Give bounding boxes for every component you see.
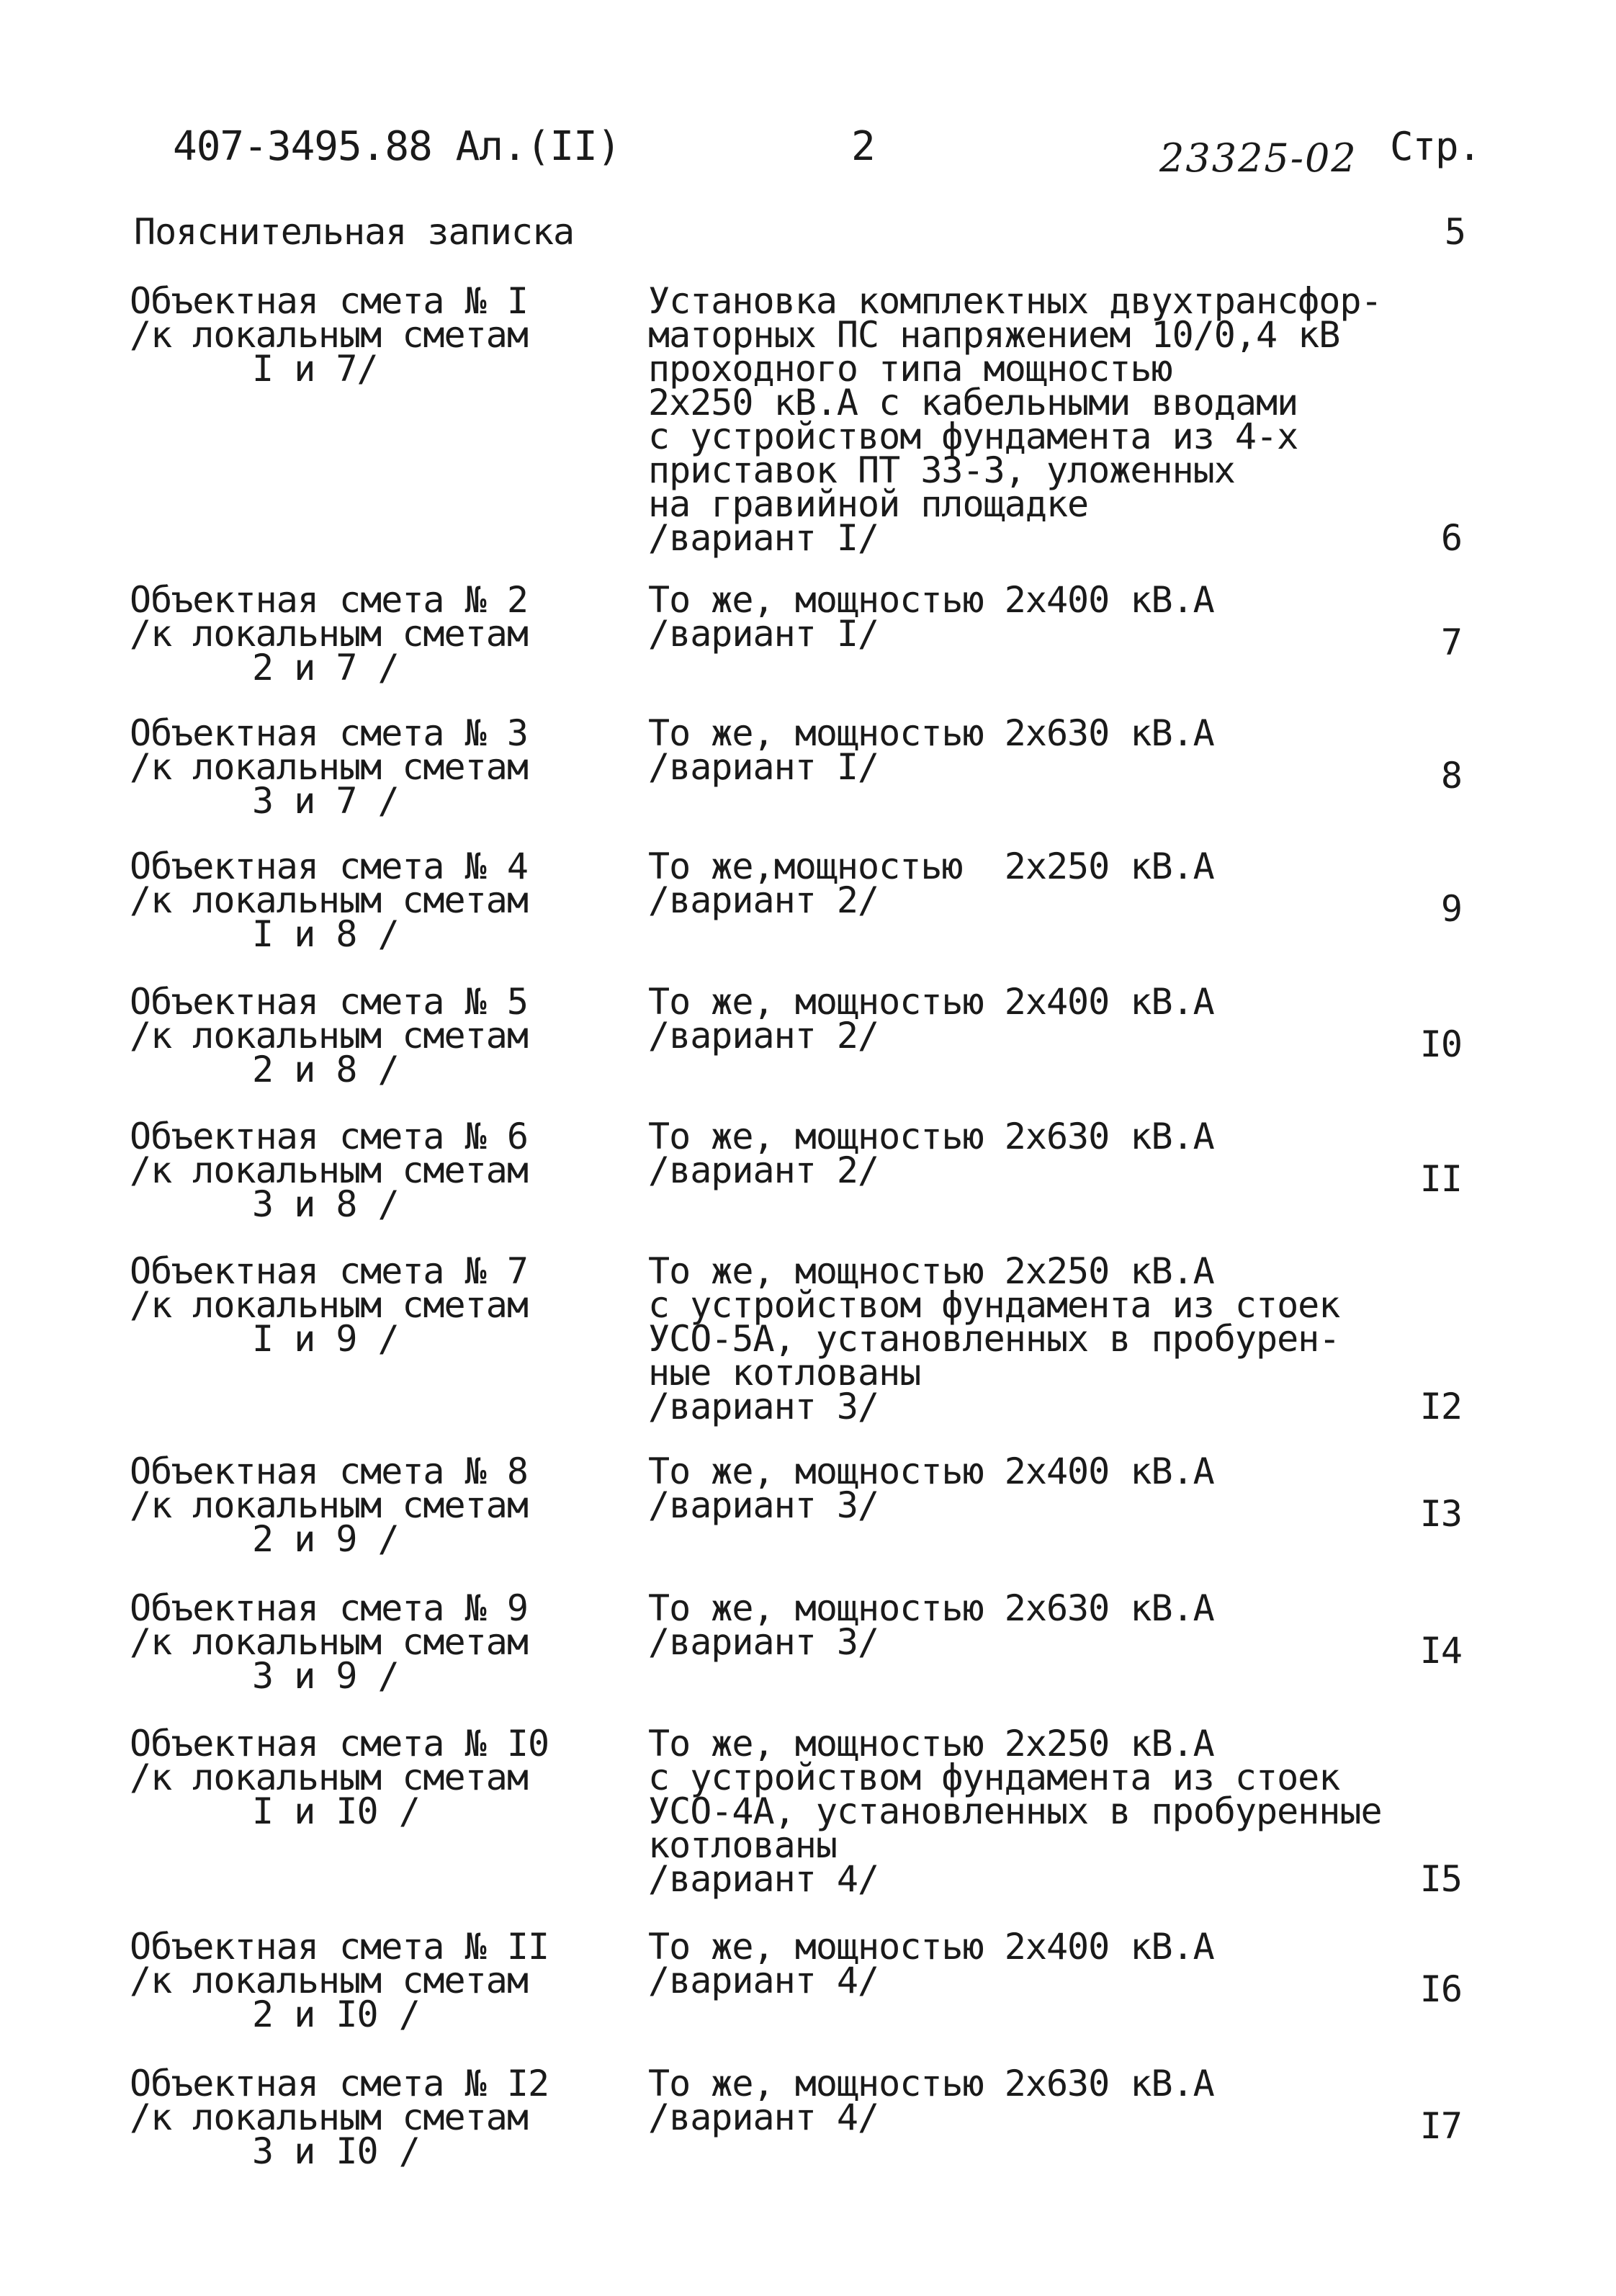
estimate-reference xyxy=(130,712,634,822)
estimate-local-numbers: 2 и 8 / xyxy=(252,1049,399,1090)
estimate-reference xyxy=(130,1723,634,1832)
estimate-page-number: I5 xyxy=(1419,1858,1462,1900)
estimate-reference xyxy=(130,1250,634,1360)
estimate-title: Объектная смета № 9 xyxy=(130,1587,528,1629)
estimate-description xyxy=(648,1450,1397,1526)
description-line: УСО-4А, установленных в пробуренные xyxy=(648,1790,1382,1832)
estimate-description xyxy=(648,846,1397,921)
estimate-page-number: I3 xyxy=(1419,1493,1462,1535)
description-line: /вариант I/ xyxy=(648,746,879,788)
estimate-local-numbers: 2 и 7 / xyxy=(252,647,399,689)
estimate-title: Объектная смета № 4 xyxy=(130,846,528,887)
estimate-description xyxy=(648,1116,1397,1191)
estimate-page-number: 6 xyxy=(1440,517,1462,559)
estimate-description xyxy=(648,981,1397,1057)
description-line: /вариант I/ xyxy=(648,613,879,655)
estimate-page-number: II xyxy=(1419,1158,1462,1200)
description-line: /вариант 4/ xyxy=(648,1960,879,2001)
description-line: 2х250 кВ.А с кабельными вводами xyxy=(648,382,1298,423)
estimate-local-ref: /к локальным сметам xyxy=(130,1484,528,1526)
description-line: То же, мощностью 2х630 кВ.А xyxy=(648,2063,1214,2104)
estimate-title: Объектная смета № 7 xyxy=(130,1250,528,1292)
description-line: /вариант 4/ xyxy=(648,1858,879,1900)
description-line: То же, мощностью 2х400 кВ.А xyxy=(648,1926,1214,1968)
estimate-title: Объектная смета № II xyxy=(130,1926,549,1968)
estimate-reference xyxy=(130,280,634,390)
estimate-local-ref: /к локальным сметам xyxy=(130,1621,528,1663)
estimate-description xyxy=(648,1926,1397,2001)
description-line: /вариант 4/ xyxy=(648,2097,879,2138)
estimate-local-numbers: 3 и 8 / xyxy=(252,1183,399,1225)
estimate-description xyxy=(648,2063,1397,2138)
description-line: маторных ПС напряжением 10/0,4 кВ xyxy=(648,314,1340,356)
explanatory-note-title: Пояснительная записка xyxy=(134,211,575,253)
estimate-title: Объектная смета № 2 xyxy=(130,579,528,621)
estimate-local-numbers: 3 и I0 / xyxy=(252,2130,420,2172)
description-line: котлованы xyxy=(648,1824,837,1866)
estimate-reference xyxy=(130,1116,634,1225)
description-line: То же, мощностью 2х400 кВ.А xyxy=(648,1450,1214,1492)
estimate-local-numbers: 3 и 7 / xyxy=(252,780,399,822)
sheet-number: 2 xyxy=(851,123,875,170)
estimate-local-ref: /к локальным сметам xyxy=(130,314,528,356)
estimate-title: Объектная смета № I0 xyxy=(130,1723,549,1764)
estimate-page-number: I0 xyxy=(1419,1023,1462,1065)
estimate-title: Объектная смета № 6 xyxy=(130,1116,528,1157)
estimate-local-ref: /к локальным сметам xyxy=(130,1284,528,1326)
estimate-local-ref: /к локальным сметам xyxy=(130,1757,528,1798)
estimate-local-ref: /к локальным сметам xyxy=(130,746,528,788)
estimate-local-numbers: 2 и I0 / xyxy=(252,1994,420,2035)
estimate-local-numbers: I и 7/ xyxy=(252,348,378,390)
estimate-reference xyxy=(130,1450,634,1560)
estimate-reference xyxy=(130,846,634,955)
estimate-title: Объектная смета № 5 xyxy=(130,981,528,1023)
description-line: ные котлованы xyxy=(648,1352,921,1394)
description-line: Установка комплектных двухтрансфор- xyxy=(648,280,1382,322)
estimate-local-ref: /к локальным сметам xyxy=(130,613,528,655)
document-code: 407-3495.88 Ал.(II) xyxy=(173,123,621,170)
estimate-title: Объектная смета № 8 xyxy=(130,1450,528,1492)
estimate-local-ref: /к локальным сметам xyxy=(130,1015,528,1057)
estimate-page-number: I6 xyxy=(1419,1968,1462,2010)
estimate-page-number: I4 xyxy=(1419,1630,1462,1672)
estimate-page-number: I2 xyxy=(1419,1386,1462,1427)
estimate-page-number: I7 xyxy=(1419,2105,1462,2147)
description-line: То же, мощностью 2х400 кВ.А xyxy=(648,579,1214,621)
estimate-reference xyxy=(130,2063,634,2172)
description-line: То же, мощностью 2х630 кВ.А xyxy=(648,712,1214,754)
description-line: приставок ПТ 33-3, уложенных xyxy=(648,449,1235,491)
estimate-page-number: 8 xyxy=(1440,755,1462,797)
description-line: /вариант 2/ xyxy=(648,879,879,921)
inventory-number: 23325-02 xyxy=(1159,135,1357,181)
description-line: /вариант 3/ xyxy=(648,1621,879,1663)
description-line: с устройством фундамента из стоек xyxy=(648,1284,1340,1326)
description-line: с устройством фундамента из стоек xyxy=(648,1757,1340,1798)
estimate-title: Объектная смета № I2 xyxy=(130,2063,549,2104)
description-line: /вариант I/ xyxy=(648,517,879,559)
estimate-local-ref: /к локальным сметам xyxy=(130,879,528,921)
description-line: проходного типа мощностью xyxy=(648,348,1172,390)
estimate-local-numbers: I и 8 / xyxy=(252,913,399,955)
description-line: на гравийной площадке xyxy=(648,483,1089,525)
description-line: /вариант 3/ xyxy=(648,1386,879,1427)
description-line: То же, мощностью 2х630 кВ.А xyxy=(648,1587,1214,1629)
estimate-description xyxy=(648,280,1397,559)
estimate-local-numbers: 3 и 9 / xyxy=(252,1655,399,1697)
estimate-page-number: 7 xyxy=(1440,622,1462,663)
description-line: То же,мощностью 2х250 кВ.А xyxy=(648,846,1214,887)
estimate-local-ref: /к локальным сметам xyxy=(130,2097,528,2138)
estimate-local-ref: /к локальным сметам xyxy=(130,1149,528,1191)
estimate-description xyxy=(648,1250,1397,1427)
estimate-local-numbers: I и I0 / xyxy=(252,1790,420,1832)
description-line: /вариант 2/ xyxy=(648,1149,879,1191)
description-line: То же, мощностью 2х400 кВ.А xyxy=(648,981,1214,1023)
estimate-description xyxy=(648,1723,1397,1900)
description-line: УСО-5А, установленных в пробурен- xyxy=(648,1318,1340,1360)
estimate-title: Объектная смета № 3 xyxy=(130,712,528,754)
estimate-description xyxy=(648,1587,1397,1663)
description-line: с устройством фундамента из 4-х xyxy=(648,416,1298,457)
description-line: То же, мощностью 2х250 кВ.А xyxy=(648,1250,1214,1292)
estimate-description xyxy=(648,579,1397,655)
estimate-reference xyxy=(130,1926,634,2035)
estimate-local-numbers: I и 9 / xyxy=(252,1318,399,1360)
explanatory-note-page: 5 xyxy=(1444,211,1465,253)
estimate-description xyxy=(648,712,1397,788)
page-column-label: Стр. xyxy=(1390,124,1481,169)
description-line: /вариант 2/ xyxy=(648,1015,879,1057)
estimate-title: Объектная смета № I xyxy=(130,280,528,322)
description-line: /вариант 3/ xyxy=(648,1484,879,1526)
estimate-page-number: 9 xyxy=(1440,888,1462,930)
description-line: То же, мощностью 2х630 кВ.А xyxy=(648,1116,1214,1157)
estimate-local-numbers: 2 и 9 / xyxy=(252,1518,399,1560)
estimate-reference xyxy=(130,579,634,689)
description-line: То же, мощностью 2х250 кВ.А xyxy=(648,1723,1214,1764)
estimate-local-ref: /к локальным сметам xyxy=(130,1960,528,2001)
estimate-reference xyxy=(130,1587,634,1697)
estimate-reference xyxy=(130,981,634,1090)
